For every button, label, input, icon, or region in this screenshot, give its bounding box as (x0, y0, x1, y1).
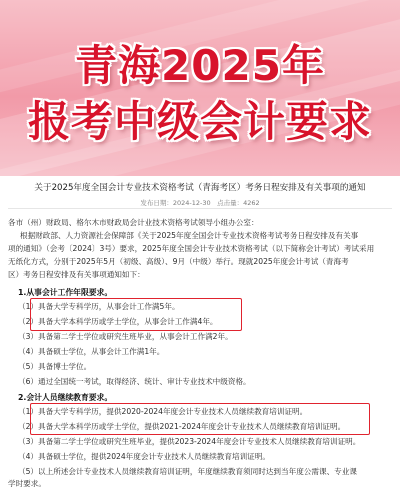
list-item: （4）具备硕士学位，提供2024年度会计专业技术人员继续教育培训证明。 (18, 452, 270, 461)
list-item: （3）具备第二学士学位或研究生班毕业，提供2023-2024年度会计专业技术人员继续教育培训证明。 (18, 437, 361, 446)
intro-line: 根据财政部、人力资源社会保障部《关于2025年度全国会计专业技术资格考试考务日程安排及有关事 (20, 231, 359, 240)
list-item: （1）具备大学专科学历，提供2020-2024年度会计专业技术人员继续教育培训证明。 (18, 407, 308, 416)
list-item: （1）具备大学专科学历，从事会计工作满5年。 (18, 302, 180, 311)
intro-line: 项的通知》（会考〔2024〕3号）要求，2025年度全国会计专业技术资格考试（以下简称会计考试）考试采用 (8, 244, 375, 253)
banner-title-line2: 报考中级会计要求 (27, 97, 372, 146)
notice-title: 关于2025年度全国会计专业技术资格考试（青海考区）考务日程安排及有关事项的通知 (34, 183, 366, 193)
list-item: （4）具备硕士学位，从事会计工作满1年。 (18, 347, 165, 356)
header-banner (0, 0, 400, 176)
intro-line: 无纸化方式，分别于2025年5月（初级、高级）、9月（中级）举行。现就2025年度会计考试（青海考 (8, 257, 349, 266)
list-item: （6）通过全国统一考试，取得经济、统计、审计专业技术中级资格。 (18, 377, 251, 386)
list-item: （5）以上所述会计专业技术人员继续教育培训证明，年度继续教育须同时达到当年度公需课、专业课 (18, 467, 357, 476)
list-item: （3）具备第二学士学位或研究生班毕业，从事会计工作满2年。 (18, 332, 233, 341)
list-item: （2）具备大学本科学历或学士学位，提供2021-2024年度会计专业技术人员继续教育培训证明。 (18, 422, 346, 431)
divider (8, 208, 392, 209)
notice-greeting: 各市（州）财政局、格尔木市财政局会计业技术资格考试领导小组办公室： (8, 218, 259, 227)
intro-line: 区）考务日程安排及有关事项通知如下： (8, 270, 145, 279)
notice-meta: 发布日期：2024-12-30 点击量：4262 (140, 199, 260, 207)
list-item: （5）具备博士学位。 (18, 362, 92, 371)
list-item: 学时要求。 (8, 479, 46, 488)
section-heading: 2.会计人员继续教育要求。 (18, 393, 113, 402)
highlight-box (30, 298, 242, 331)
list-item: （2）具备大学本科学历或学士学位，从事会计工作满4年。 (18, 317, 218, 326)
highlight-box (30, 403, 370, 435)
banner-title-line1: 青海2025年 (75, 41, 325, 90)
section-heading: 1.从事会计工作年限要求。 (18, 288, 113, 297)
